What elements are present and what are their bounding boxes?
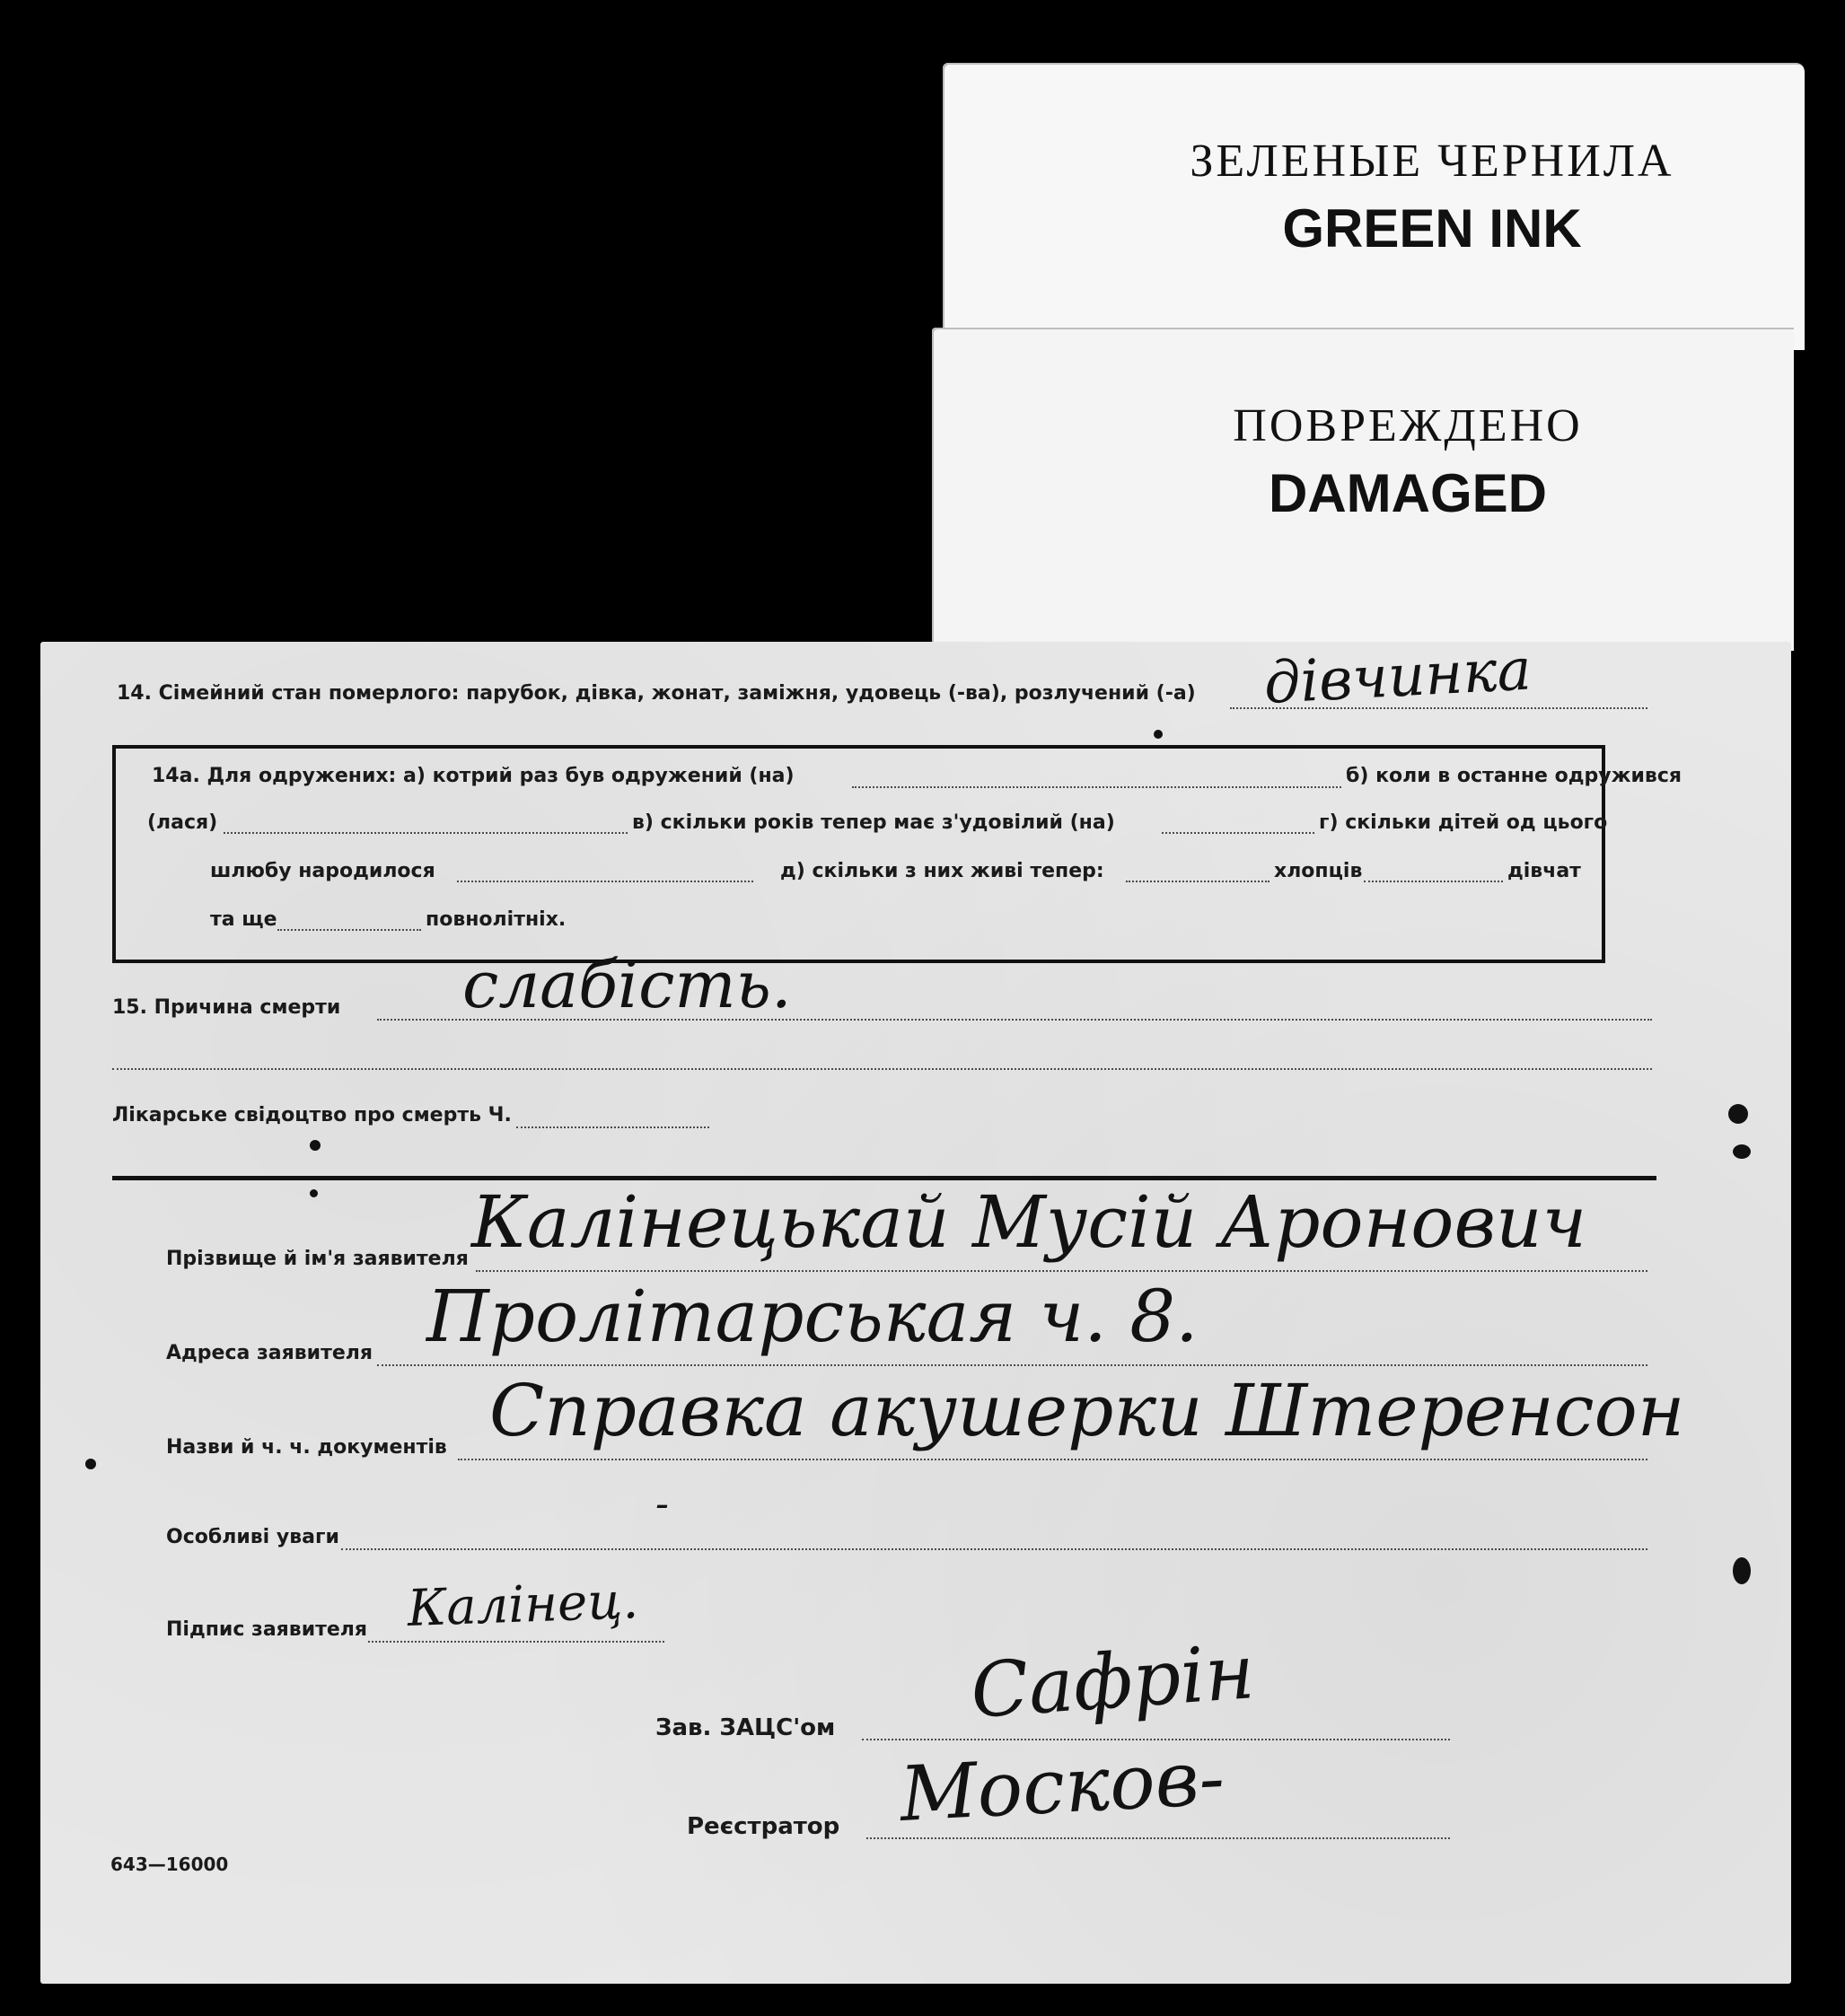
applicant-name-label: Прізвище й ім'я заявителя	[166, 1248, 469, 1270]
q14a-line2-a: (лася)	[147, 811, 218, 834]
registrar-line	[866, 1837, 1450, 1839]
documents-label: Назви й ч. ч. документів	[166, 1436, 447, 1459]
damaged-label-ru: ПОВРЕЖДЕНО	[1233, 400, 1583, 451]
special-notes-line	[341, 1548, 1647, 1550]
q14a-line3-dots2	[1126, 881, 1270, 882]
applicant-signature-line	[368, 1641, 664, 1643]
q14a-line2-dots2	[1162, 832, 1314, 834]
q14a-line3-d: дівчат	[1507, 860, 1581, 882]
special-notes-answer: -	[655, 1481, 669, 1527]
applicant-name-line	[476, 1270, 1647, 1272]
q14a-line4-dots	[277, 929, 421, 931]
q14a-line3-a: шлюбу народилося	[210, 860, 435, 882]
applicant-name-answer: Калінецькай Мусій Аронович	[471, 1180, 1587, 1264]
q14a-line3-dots1	[457, 881, 753, 882]
q14a-line3-b: д) скільки з них живі тепер:	[780, 860, 1104, 882]
q14a-line1-a: 14а. Для одружених: а) котрий раз був одружений (на)	[152, 765, 795, 787]
applicant-signature-label: Підпис заявителя	[166, 1618, 368, 1641]
q14a-line3-c: хлопців	[1274, 860, 1363, 882]
applicant-signature: Калінец.	[406, 1572, 640, 1638]
q15-label: 15. Причина смерти	[112, 996, 341, 1019]
ink-speck	[1154, 730, 1163, 739]
binding-hole	[1733, 1144, 1751, 1159]
binding-hole	[1728, 1104, 1748, 1124]
q14-answer: дівчинка	[1262, 636, 1533, 717]
damaged-tag	[932, 328, 1794, 651]
head-zags-signature: Сафрін	[968, 1627, 1258, 1735]
q14a-line2-c: г) скільки дітей од цього	[1319, 811, 1608, 834]
q15-line2	[112, 1068, 1652, 1070]
green-ink-tag	[943, 63, 1805, 350]
q14a-line4-a: та ще	[210, 908, 277, 931]
green-ink-label-ru: ЗЕЛЕНЫЕ ЧЕРНИЛА	[1190, 136, 1674, 187]
ink-speck	[310, 1189, 318, 1197]
documents-answer: Справка акушерки Штеренсон	[489, 1369, 1685, 1452]
print-code: 643—16000	[110, 1854, 229, 1875]
q14-label: 14. Сімейний стан померлого: парубок, дівка, жонат, заміжня, удовець (-ва), розлучений (-а)	[117, 682, 1196, 705]
medical-certificate-line	[516, 1126, 709, 1128]
q14a-line2-b: в) скільки років тепер має з'удовілий (на)	[632, 811, 1115, 834]
q14a-line3-dots3	[1364, 881, 1503, 882]
applicant-address-label: Адреса заявителя	[166, 1342, 373, 1364]
applicant-address-line	[377, 1364, 1647, 1366]
head-zags-label: Зав. ЗАЦС'ом	[655, 1714, 836, 1741]
registrar-label: Реєстратор	[687, 1813, 840, 1840]
ink-speck	[310, 1140, 321, 1151]
q14a-line4-b: повнолітніх.	[426, 908, 567, 931]
ink-speck	[85, 1459, 96, 1469]
q14a-line1-b: б) коли в останне одружився	[1346, 765, 1682, 787]
q14a-line2-dots1	[224, 832, 628, 834]
applicant-address-answer: Пролітарськая ч. 8.	[426, 1275, 1199, 1358]
green-ink-label-en: GREEN INK	[1282, 198, 1582, 259]
special-notes-label: Особливі уваги	[166, 1526, 339, 1548]
q15-answer: слабість.	[462, 947, 792, 1022]
damaged-label-en: DAMAGED	[1269, 463, 1547, 523]
death-record-form	[40, 636, 1791, 1984]
binding-hole	[1733, 1557, 1751, 1584]
documents-line	[458, 1459, 1647, 1460]
q14a-line1-dots	[852, 786, 1341, 788]
q14a-box	[112, 745, 1682, 963]
registrar-signature: Москов-	[897, 1733, 1227, 1838]
medical-certificate-label: Лікарське свідоцтво про смерть Ч.	[112, 1104, 512, 1126]
